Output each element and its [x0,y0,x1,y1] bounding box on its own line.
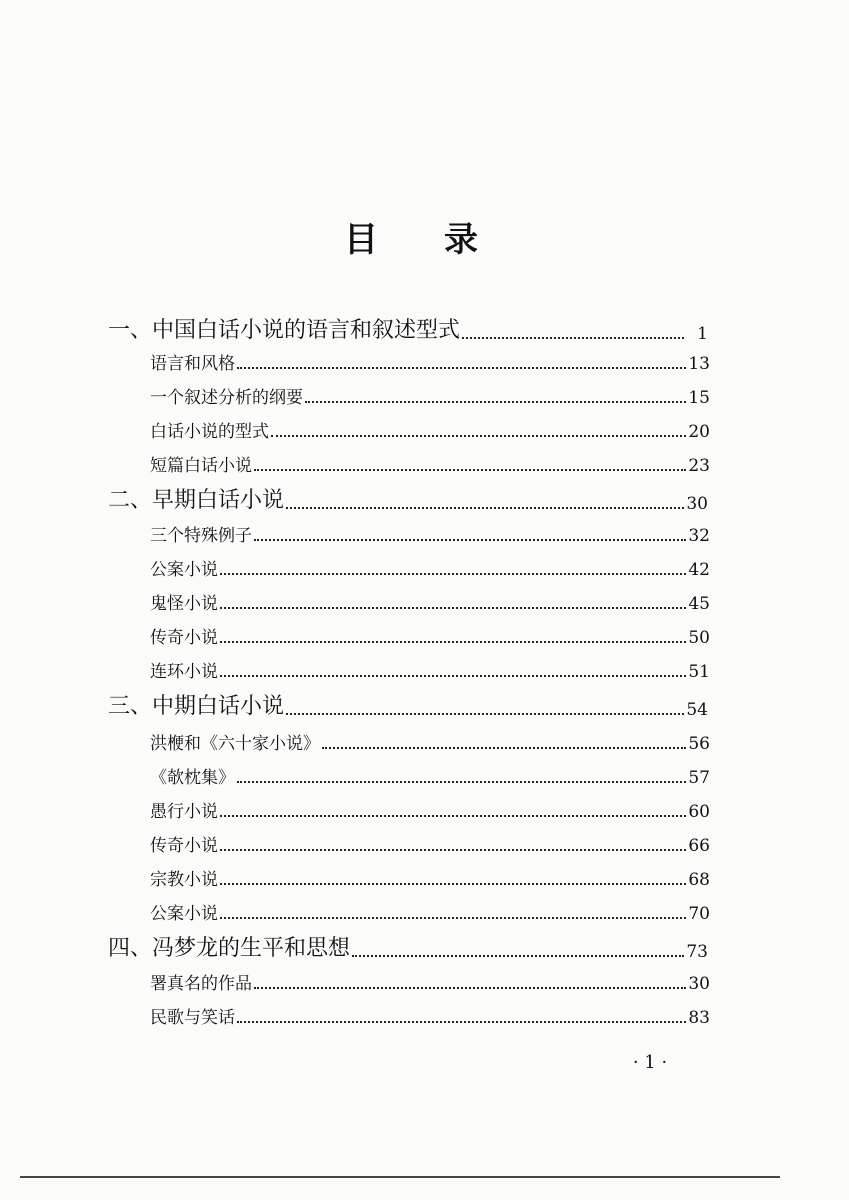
toc-page-number: 57 [688,768,710,788]
toc-label: 白话小说的型式 [150,422,269,442]
dot-leader [286,713,684,715]
toc-page-number: 23 [688,456,710,476]
toc-page-number: 83 [688,1008,710,1028]
toc-section[interactable] [150,730,710,754]
toc-label: 三、中期白话小说 [108,694,285,719]
toc-page-number: 32 [688,526,710,546]
toc-label: 传奇小说 [150,628,218,648]
toc-page-number: 45 [688,594,710,614]
dot-leader [286,507,684,509]
toc-label: 三个特殊例子 [150,526,252,546]
toc-page-number: 30 [688,974,710,994]
toc-chapter-1[interactable] [108,314,708,344]
toc-page-number: 20 [688,422,710,442]
dot-leader [220,883,686,885]
dot-leader [462,337,684,339]
toc-section[interactable] [150,900,710,924]
dot-leader [220,815,686,817]
toc-section[interactable] [150,658,710,682]
toc-label: 二、早期白话小说 [108,488,285,513]
toc-label: 公案小说 [150,904,218,924]
toc-section[interactable] [150,452,710,476]
title-char-1: 目 [344,220,378,260]
toc-section[interactable] [150,418,710,442]
toc-label: 一、中国白话小说的语言和叙述型式 [108,318,461,343]
toc-page-number: 73 [686,942,708,962]
toc-section[interactable] [150,1004,710,1028]
dot-leader [305,401,686,403]
toc-section[interactable] [150,384,710,408]
toc-page-number: 70 [688,904,710,924]
dot-leader [322,747,686,749]
toc-label: 《欹枕集》 [150,768,235,788]
toc-chapter-3[interactable] [108,690,708,720]
toc-section[interactable] [150,350,710,374]
toc-page-number: 42 [688,560,710,580]
toc-label: 署真名的作品 [150,974,252,994]
dot-leader [254,987,686,989]
dot-leader [220,849,686,851]
toc-page-number: 51 [688,662,710,682]
toc-page-number: 66 [688,836,710,856]
toc-section[interactable] [150,522,710,546]
dot-leader [220,641,686,643]
toc-chapter-4[interactable] [108,932,708,962]
dot-leader [254,469,686,471]
dot-leader [237,367,686,369]
dot-leader [237,781,686,783]
toc-section[interactable] [150,624,710,648]
dot-leader [220,607,686,609]
toc-label: 宗教小说 [150,870,218,890]
dot-leader [352,955,684,957]
dot-leader [220,675,686,677]
toc-section[interactable] [150,556,710,580]
toc-page-number: 56 [688,734,710,754]
toc-page-number: 50 [688,628,710,648]
toc-page-number: 1 [697,324,708,344]
toc-section[interactable] [150,798,710,822]
toc-section[interactable] [150,590,710,614]
toc-page-number: 60 [688,802,710,822]
toc-label: 鬼怪小说 [150,594,218,614]
title-char-2: 录 [444,220,478,260]
toc-label: 四、冯梦龙的生平和思想 [108,936,351,961]
toc-label: 洪楩和《六十家小说》 [150,734,320,754]
toc-section[interactable] [150,866,710,890]
toc-page-number: 30 [686,494,708,514]
toc-section[interactable] [150,970,710,994]
toc-label: 公案小说 [150,560,218,580]
toc-label: 愚行小说 [150,802,218,822]
dot-leader [254,539,686,541]
toc-label: 传奇小说 [150,836,218,856]
toc-label: 民歌与笑话 [150,1008,235,1028]
dot-leader [271,435,686,437]
toc-page-number: 13 [688,354,710,374]
bottom-rule [20,1176,780,1178]
toc-label: 短篇白话小说 [150,456,252,476]
toc-page-number: 15 [688,388,710,408]
toc-section[interactable] [150,764,710,788]
toc-label: 连环小说 [150,662,218,682]
toc-page-number: 54 [686,700,708,720]
page-folio: · 1 · [632,1052,668,1073]
dot-leader [237,1021,686,1023]
toc-page-number: 68 [688,870,710,890]
toc-label: 语言和风格 [150,354,235,374]
dot-leader [220,573,686,575]
toc-chapter-2[interactable] [108,484,708,514]
toc-section[interactable] [150,832,710,856]
dot-leader [220,917,686,919]
toc-label: 一个叙述分析的纲要 [150,388,303,408]
